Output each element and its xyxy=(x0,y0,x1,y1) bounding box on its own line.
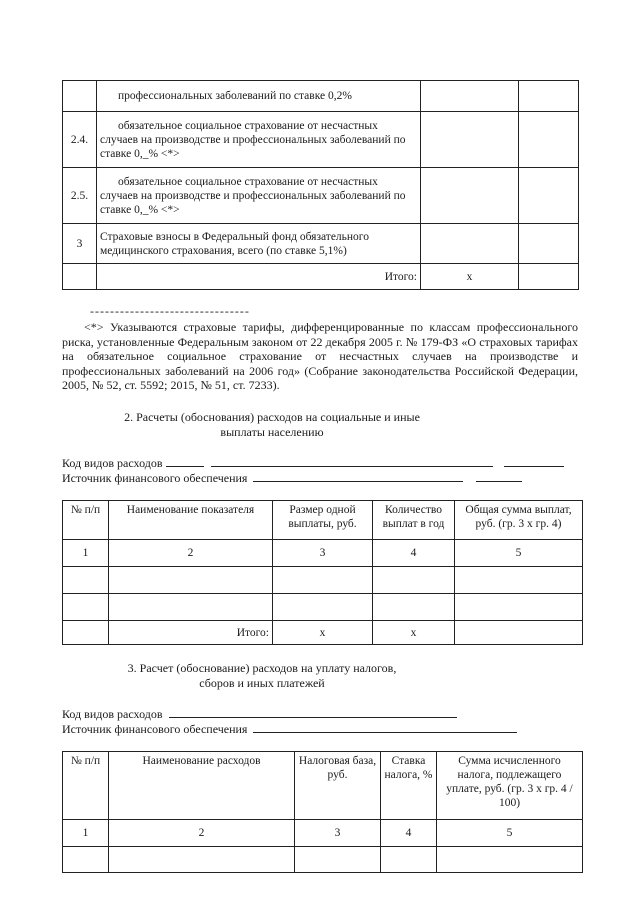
insurance-table xyxy=(62,80,579,290)
footnote-text: <*> Указываются страховые тарифы, дифференцированные по классам профессионального риска, установленные Федеральным законом от 22 декабря 2005 г. № 179-ФЗ «О страховых тарифах на обязательное социальное страхование от несчастных случаев на производстве и профессиональных заболеваний на 2006 год» (Собрание законодательства Российской Федерации, 2005, № 52, ст. 5592; 2015, № 51, ст. 7233). xyxy=(62,320,578,392)
table-row: 2.5. обязательное социальное страхование от несчастных случаев на производстве и профессиональных заболеваний по ставке 0,_% <*> xyxy=(63,168,579,224)
taxes-table xyxy=(62,751,583,873)
section3-source-line: Источник финансового обеспечения xyxy=(62,721,517,736)
table-header-row: № п/п Наименование расходов Налоговая база, руб. Ставка налога, % Сумма исчисленного налога, подлежащего уплате, руб. (гр. 3 х гр. 4 / 100) xyxy=(63,752,583,820)
table-row xyxy=(63,594,583,621)
section2-title: 2. Расчеты (обоснования) расходов на социальные и иные выплаты населению xyxy=(124,410,420,439)
table-number-row: 1 2 3 4 5 xyxy=(63,820,583,847)
table-row: 2.4. обязательное социальное страхование от несчастных случаев на производстве и профессиональных заболеваний по ставке 0,_% <*> xyxy=(63,112,579,168)
table-row: профессиональных заболеваний по ставке 0,2% xyxy=(63,81,579,112)
total-x: x xyxy=(421,264,519,290)
section3-code-line: Код видов расходов xyxy=(62,706,457,721)
table-row: 3 Страховые взносы в Федеральный фонд обязательного медицинского страхования, всего (по ставке 5,1%) xyxy=(63,224,579,264)
payments-table xyxy=(62,500,583,645)
section2-source-line: Источник финансового обеспечения xyxy=(62,470,522,485)
section2-code-line: Код видов расходов xyxy=(62,455,564,470)
total-label: Итого: xyxy=(97,264,421,290)
footnote-separator: -------------------------------- xyxy=(90,304,250,318)
table-row xyxy=(63,567,583,594)
table-total-row: Итого: x x xyxy=(63,621,583,645)
table-header-row: № п/п Наименование показателя Размер одной выплаты, руб. Количество выплат в год Общая сумма выплат, руб. (гр. 3 х гр. 4) xyxy=(63,501,583,540)
table-number-row: 1 2 3 4 5 xyxy=(63,540,583,567)
section3-title: 3. Расчет (обоснование) расходов на уплату налогов, сборов и иных платежей xyxy=(127,661,397,690)
table-total-row xyxy=(63,264,579,290)
table-row xyxy=(63,847,583,873)
